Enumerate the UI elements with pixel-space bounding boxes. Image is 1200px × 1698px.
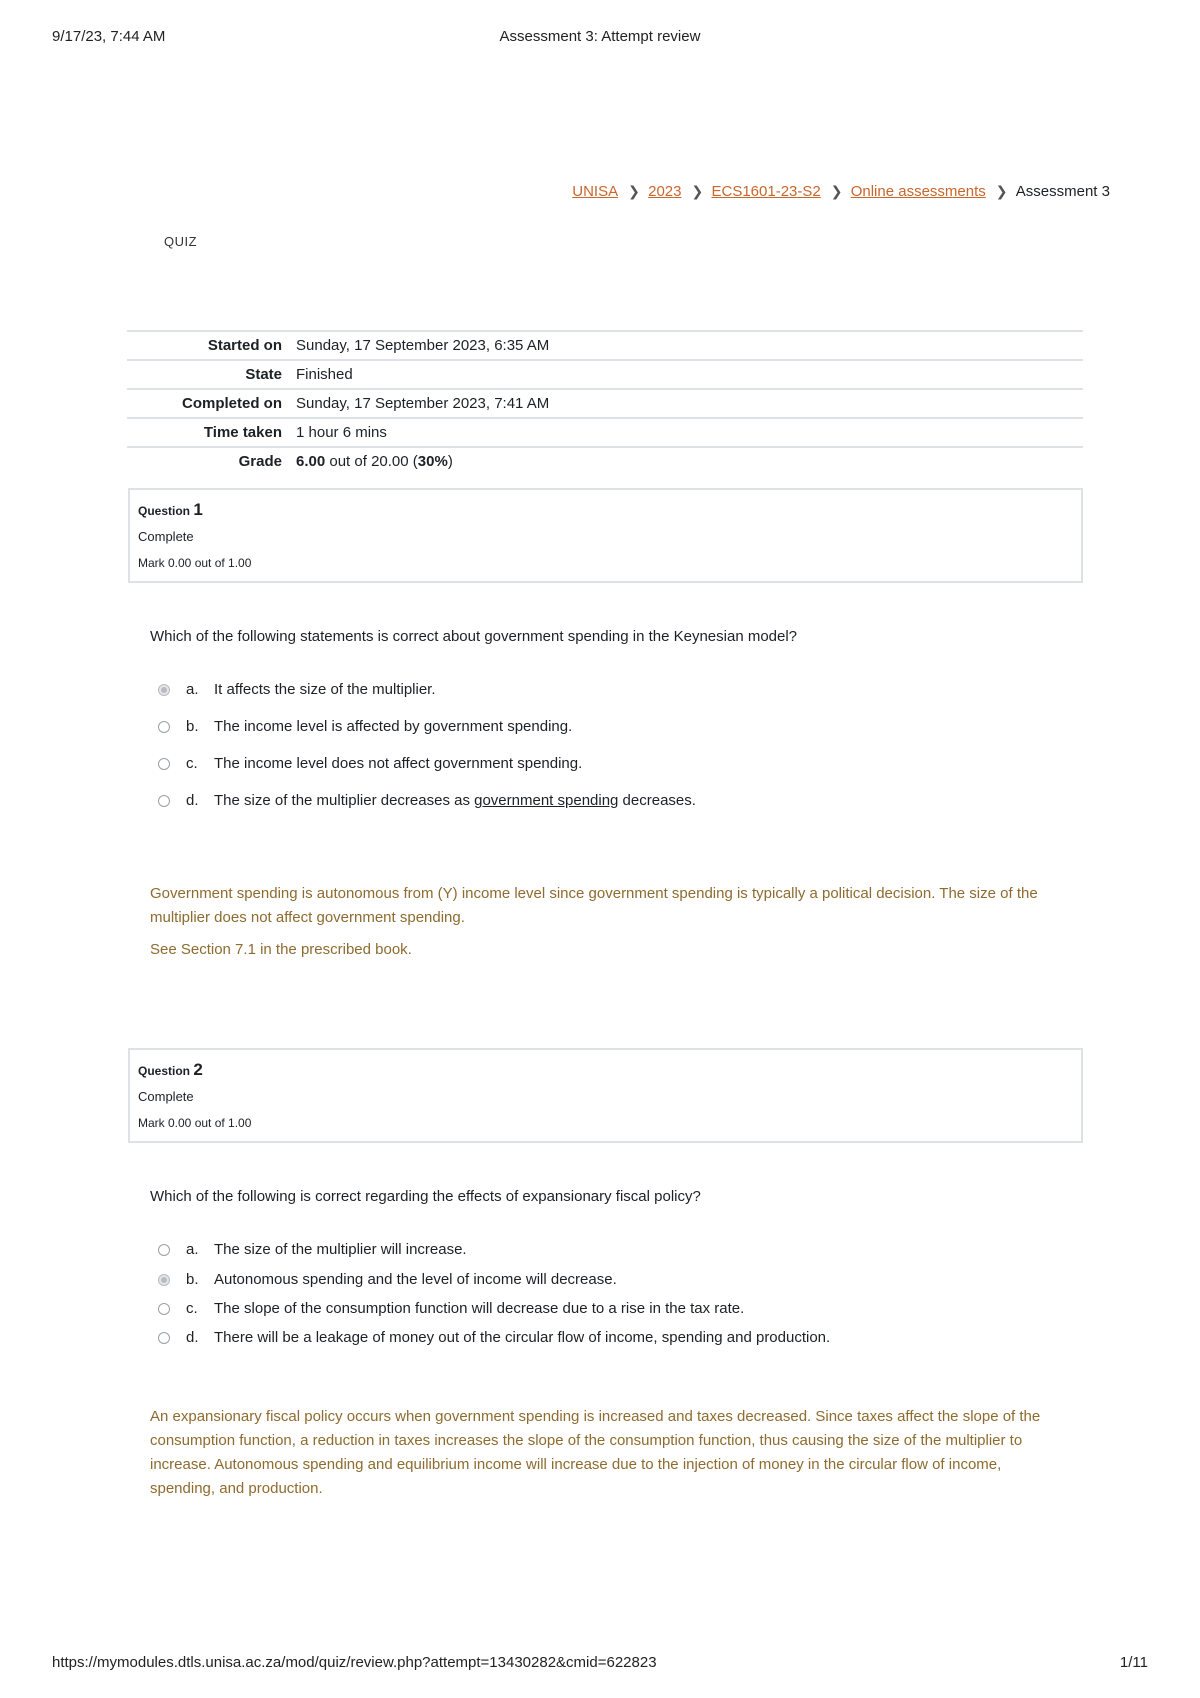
question-text: Which of the following statements is correct about government spending in the Keynesian model? xyxy=(150,628,798,645)
question-num: 1 xyxy=(193,500,203,519)
question-label: Question xyxy=(138,504,191,518)
summary-row-grade xyxy=(127,447,1083,475)
radio-button[interactable] xyxy=(158,795,170,807)
answer-option[interactable] xyxy=(158,1300,744,1317)
answer-option[interactable] xyxy=(158,1241,467,1258)
breadcrumb-online-assessments[interactable]: Online assessments xyxy=(850,183,986,200)
chevron-right-icon: ❯ xyxy=(995,183,1008,199)
answer-letter: b. xyxy=(186,718,199,735)
grade-close: ) xyxy=(447,453,453,470)
feedback-paragraph: An expansionary fiscal policy occurs when government spending is increased and taxes decreased. Since taxes affect the slope of the consumption function, a reduction in taxes increases the slope of the consumption function, thus causing the size of the multiplier to increase. Autonomous spending and equilibrium income will increase due to the injection of money in the circular flow of income, spending, and production. xyxy=(150,1408,1041,1497)
summary-value: Sunday, 17 September 2023, 6:35 AM xyxy=(296,337,550,354)
answer-letter: d. xyxy=(186,792,199,809)
general-feedback xyxy=(150,882,1060,962)
section-label: QUIZ xyxy=(164,234,198,249)
summary-row-state xyxy=(127,360,1083,389)
summary-label: Started on xyxy=(207,337,282,354)
attempt-summary-table xyxy=(127,330,1083,475)
summary-row-started xyxy=(127,331,1083,360)
answer-text: The income level does not affect government spending. xyxy=(214,755,583,772)
radio-button[interactable] xyxy=(158,721,170,733)
breadcrumb-unisa[interactable]: UNISA xyxy=(572,183,619,200)
question-info xyxy=(128,488,1083,583)
answer-letter: c. xyxy=(186,755,198,772)
answer-text: There will be a leakage of money out of the circular flow of income, spending and production. xyxy=(214,1329,831,1346)
question-state: Complete xyxy=(138,1089,194,1104)
question-number xyxy=(138,500,203,520)
print-header xyxy=(52,28,1148,48)
feedback-paragraph: See Section 7.1 in the prescribed book. xyxy=(150,941,412,958)
summary-label: State xyxy=(245,366,282,383)
breadcrumb-year[interactable]: 2023 xyxy=(648,183,682,200)
feedback-paragraph: Government spending is autonomous from (Y) income level since government spending is typically a political decision. The size of the multiplier does not affect government spending. xyxy=(150,885,1038,926)
print-footer xyxy=(52,1654,1148,1674)
summary-label: Grade xyxy=(238,453,282,470)
answer-text: It affects the size of the multiplier. xyxy=(214,681,436,698)
chevron-right-icon: ❯ xyxy=(628,183,640,199)
general-feedback xyxy=(150,1405,1060,1501)
summary-value xyxy=(296,447,1083,475)
question-info xyxy=(128,1048,1083,1143)
question-label: Question xyxy=(138,1064,191,1078)
breadcrumb xyxy=(572,183,1110,200)
glossary-link[interactable]: government spending xyxy=(474,792,619,809)
answer-text: Autonomous spending and the level of income will decrease. xyxy=(214,1271,617,1288)
chevron-right-icon: ❯ xyxy=(691,183,704,199)
radio-button[interactable] xyxy=(158,1303,170,1315)
question-mark: Mark 0.00 out of 1.00 xyxy=(138,556,252,570)
print-title: Assessment 3: Attempt review xyxy=(499,28,701,45)
question-mark: Mark 0.00 out of 1.00 xyxy=(138,1116,252,1130)
answer-text-after: decreases. xyxy=(618,792,696,809)
print-url: https://mymodules.dtls.unisa.ac.za/mod/quiz/review.php?attempt=13430282&cmid=622823 xyxy=(52,1654,657,1671)
answer-text: The size of the multiplier will increase. xyxy=(214,1241,467,1258)
answer-letter: a. xyxy=(186,681,199,698)
answer-letter: d. xyxy=(186,1329,199,1346)
summary-row-time xyxy=(127,418,1083,447)
chevron-right-icon: ❯ xyxy=(830,183,843,199)
answer-letter: c. xyxy=(186,1300,198,1317)
question-num: 2 xyxy=(193,1060,203,1079)
print-datetime: 9/17/23, 7:44 AM xyxy=(52,28,166,45)
question-state: Complete xyxy=(138,529,194,544)
summary-value: Sunday, 17 September 2023, 7:41 AM xyxy=(296,395,550,412)
answer-option[interactable] xyxy=(158,1329,830,1346)
summary-label: Time taken xyxy=(203,424,282,441)
summary-row-completed xyxy=(127,389,1083,418)
grade-score: 6.00 xyxy=(296,453,326,470)
summary-value: 1 hour 6 mins xyxy=(296,424,387,441)
summary-label: Completed on xyxy=(182,395,282,412)
grade-percent: 30% xyxy=(417,453,448,470)
answer-letter: b. xyxy=(186,1271,199,1288)
radio-button[interactable] xyxy=(158,1274,170,1286)
radio-button[interactable] xyxy=(158,1332,170,1344)
summary-value: Finished xyxy=(296,366,353,383)
question-text: Which of the following is correct regarding the effects of expansionary fiscal policy? xyxy=(150,1188,701,1205)
answer-option[interactable] xyxy=(158,792,696,809)
answer-letter: a. xyxy=(186,1241,199,1258)
radio-button[interactable] xyxy=(158,684,170,696)
radio-button[interactable] xyxy=(158,1244,170,1256)
question-number xyxy=(138,1060,203,1080)
radio-button[interactable] xyxy=(158,758,170,770)
grade-rest: out of 20.00 ( xyxy=(325,453,418,470)
answer-text xyxy=(214,792,696,809)
answer-option[interactable] xyxy=(158,681,436,698)
answer-text: The income level is affected by government spending. xyxy=(214,718,573,735)
answer-text-before: The size of the multiplier decreases as xyxy=(214,792,475,809)
breadcrumb-current: Assessment 3 xyxy=(1015,183,1110,200)
answer-option[interactable] xyxy=(158,755,582,772)
page-number: 1/11 xyxy=(1119,1654,1148,1671)
answer-option[interactable] xyxy=(158,1271,617,1288)
breadcrumb-course[interactable]: ECS1601-23-S2 xyxy=(711,183,821,200)
answer-text: The slope of the consumption function will decrease due to a rise in the tax rate. xyxy=(214,1300,745,1317)
answer-option[interactable] xyxy=(158,718,572,735)
